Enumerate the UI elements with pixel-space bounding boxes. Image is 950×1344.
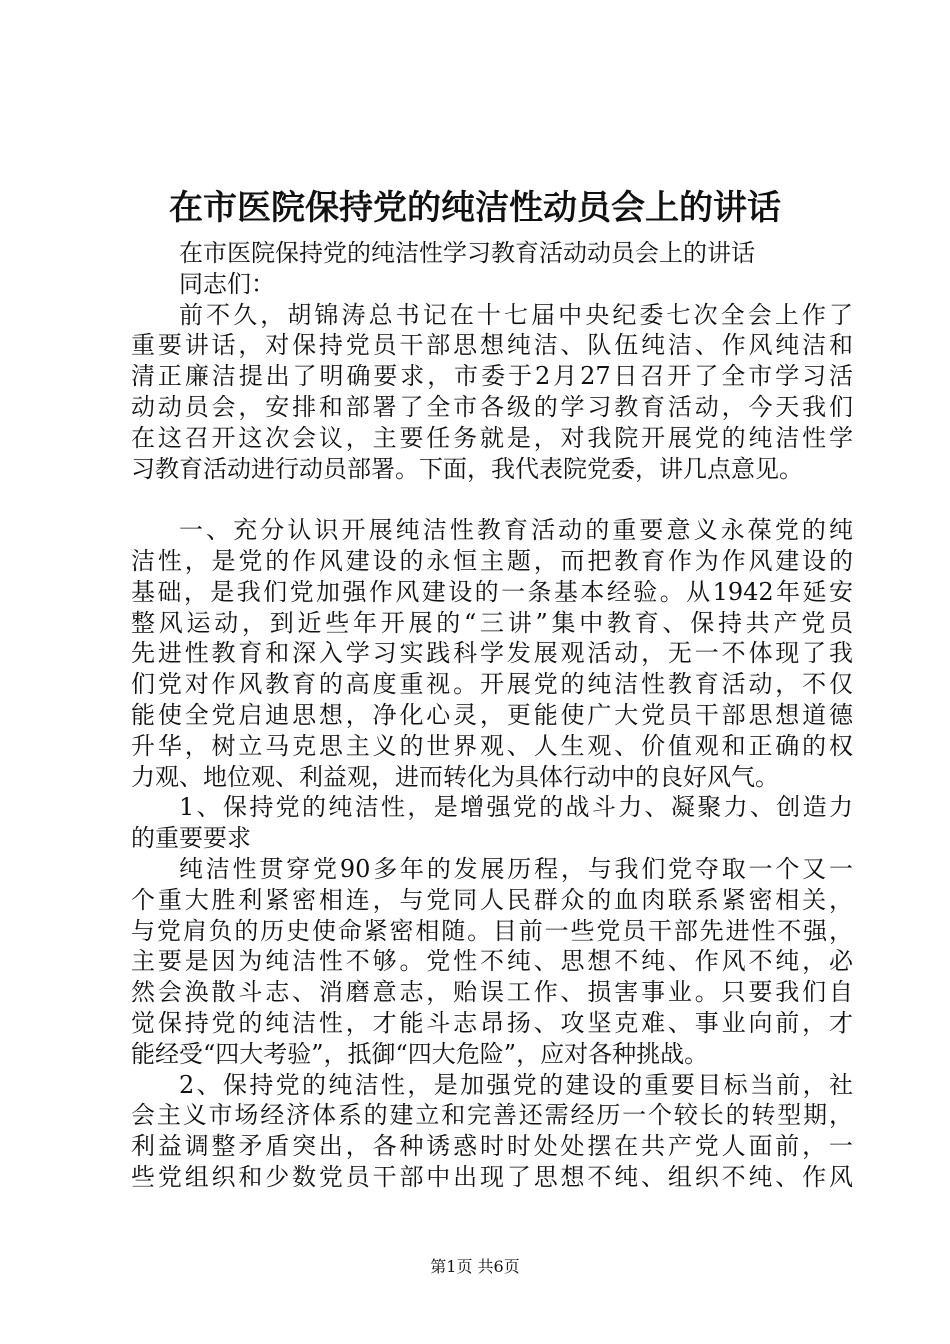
text-line: 2、保持党的纯洁性，是加强党的建设的重要目标当前，社 xyxy=(179,1070,853,1099)
page-footer: 第1页 共6页 xyxy=(430,1257,520,1276)
text-line: 清正廉洁提出了明确要求，市委于2月27日召开了全市学习活 xyxy=(131,362,853,391)
text-line: 升华，树立马克思主义的世界观、人生观、价值观和正确的权 xyxy=(131,731,853,760)
text-line: 会主义市场经济体系的建立和完善还需经历一个较长的转型期， xyxy=(131,1101,853,1130)
text-line: 重要讲话，对保持党员干部思想纯洁、队伍纯洁、作风纯洁和 xyxy=(131,331,853,360)
text-line: 在市医院保持党的纯洁性学习教育活动动员会上的讲话 xyxy=(179,239,755,267)
text-line: 觉保持党的纯洁性，才能斗志昂扬、攻坚克难、事业向前，才 xyxy=(131,1008,853,1037)
text-line: 习教育活动进行动员部署。下面，我代表院党委，讲几点意见。 xyxy=(131,454,803,483)
text-line: 整风运动，到近些年开展的“三讲”集中教育、保持共产党员 xyxy=(131,608,853,637)
text-line: 能经受“四大考验”，抵御“四大危险”，应对各种挑战。 xyxy=(131,1039,709,1068)
text-line: 的重要要求 xyxy=(131,824,251,853)
text-line: 先进性教育和深入学习实践科学发展观活动，无一不体现了我 xyxy=(131,639,853,668)
text-line: 力观、地位观、利益观，进而转化为具体行动中的良好风气。 xyxy=(131,762,779,791)
blank-line xyxy=(131,484,853,515)
text-line: 主要是因为纯洁性不够。党性不纯、思想不纯、作风不纯，必 xyxy=(131,947,853,976)
text-line: 一、充分认识开展纯洁性教育活动的重要意义永葆党的纯 xyxy=(179,516,853,545)
text-line: 纯洁性贯穿党90多年的发展历程，与我们党夺取一个又一 xyxy=(179,854,853,883)
text-line: 1、保持党的纯洁性，是增强党的战斗力、凝聚力、创造力 xyxy=(179,793,853,822)
document-title: 在市医院保持党的纯洁性动员会上的讲话 xyxy=(169,188,781,228)
text-line: 与党肩负的历史使命紧密相随。目前一些党员干部先进性不强， xyxy=(131,916,853,945)
text-line: 些党组织和少数党员干部中出现了思想不纯、组织不纯、作风 xyxy=(131,1162,853,1191)
document-body xyxy=(131,238,853,1193)
text-line: 基础，是我们党加强作风建设的一条基本经验。从1942年延安 xyxy=(131,577,853,606)
text-line: 们党对作风教育的高度重视。开展党的纯洁性教育活动，不仅 xyxy=(131,670,853,699)
text-line: 动动员会，安排和部署了全市各级的学习教育活动，今天我们 xyxy=(131,392,853,421)
text-line: 个重大胜利紧密相连，与党同人民群众的血肉联系紧密相关， xyxy=(131,885,853,914)
text-line: 洁性，是党的作风建设的永恒主题，而把教育作为作风建设的 xyxy=(131,546,853,575)
text-line: 然会涣散斗志、消磨意志，贻误工作、损害事业。只要我们自 xyxy=(131,978,853,1007)
text-line: 前不久，胡锦涛总书记在十七届中央纪委七次全会上作了 xyxy=(179,300,853,329)
text-line: 在这召开这次会议，主要任务就是，对我院开展党的纯洁性学 xyxy=(131,423,853,452)
text-line: 同志们： xyxy=(179,269,275,298)
text-line: 能使全党启迪思想，净化心灵，更能使广大党员干部思想道德 xyxy=(131,700,853,729)
text-line: 利益调整矛盾突出，各种诱惑时时处处摆在共产党人面前，一 xyxy=(131,1132,853,1161)
